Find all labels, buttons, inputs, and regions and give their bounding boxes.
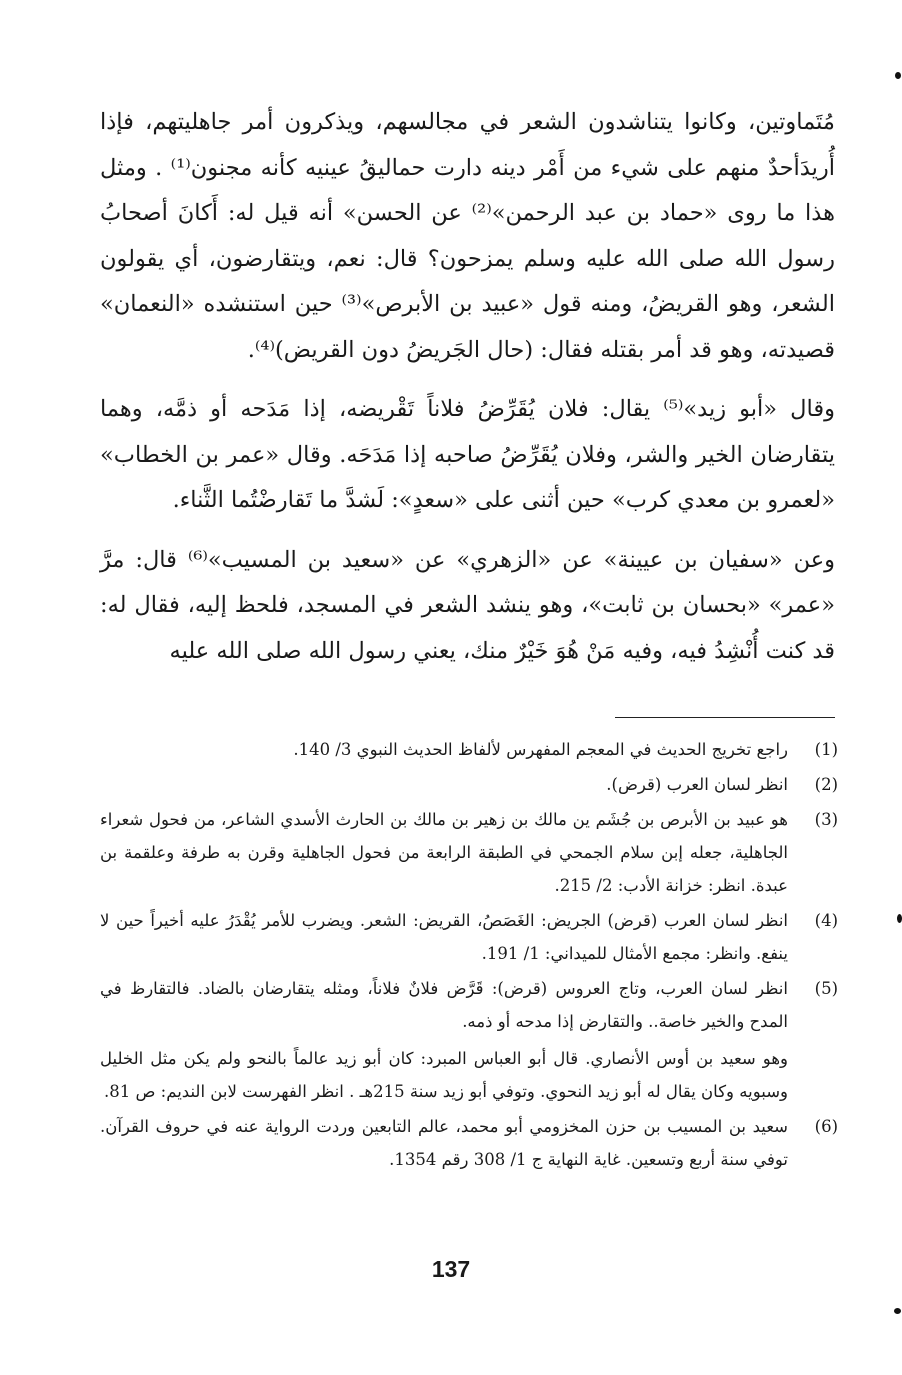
scan-speck bbox=[897, 914, 902, 923]
footnote-number: (6) bbox=[814, 1117, 838, 1136]
footnote-4 bbox=[100, 904, 838, 970]
paragraph-2: وقال «أبو زيد»⁽⁵⁾ يقال: فلان يُقَرِّضُ فلاناً تَقْريضه، إذا مَدَحه أو ذمَّه، وهما يتقارضان الخير والشر، وفلان يُقَرِّضُ صاحبه إذا مَدَحَه. وقال «عمر بن الخطاب» «لعمرو بن معدي كرب» حين أثنى على «سعدٍ»: لَشدَّ ما تَقارضْتُما الثَّناء. bbox=[100, 396, 835, 513]
footnote-text: راجع تخريج الحديث في المعجم المفهرس لألفاظ الحديث النبوي 3/ 140. bbox=[293, 740, 788, 759]
footnote-text-continued: وهو سعيد بن أوس الأنصاري. قال أبو العباس المبرد: كان أبو زيد عالماً بالنحو ولم يكن مثل الخليل وسبويه وكان يقال له أبو زيد النحوي. وتوفي أبو زيد سنة 215هـ . انظر الفهرست لابن النديم: ص 81. bbox=[100, 1049, 788, 1101]
main-text bbox=[100, 100, 835, 674]
footnote-1 bbox=[100, 733, 838, 766]
footnote-text: سعيد بن المسيب بن حزن المخزومي أبو محمد، عالم التابعين وردت الرواية عنه في حروف القرآن. توفي سنة أربع وتسعين. غاية النهاية ج 1/ 308 رقم 1354. bbox=[100, 1117, 788, 1169]
footnote-text: انظر لسان العرب، وتاج العروس (قرض): قَرَّض فلانٌ فلاناً، ومثله يتقارضان بالضاد. فالتقارظ في المدح والخير خاصة.. والتقارض إذا مدحه أو ذمه. bbox=[100, 979, 788, 1031]
footnote-3 bbox=[100, 803, 838, 902]
footnote-number: (5) bbox=[814, 979, 838, 998]
scan-speck bbox=[894, 1308, 901, 1314]
scan-speck bbox=[895, 72, 901, 79]
footnotes bbox=[100, 733, 838, 1178]
footnote-2 bbox=[100, 768, 838, 801]
footnote-number: (2) bbox=[814, 775, 838, 794]
footnote-text: انظر لسان العرب (قرض). bbox=[606, 775, 788, 794]
footnote-text: انظر لسان العرب (قرض) الجريض: الغَصَصُ، القريض: الشعر. ويضرب للأمر يُقْدَرُ عليه أخيراً حين لا ينفع. وانظر: مجمع الأمثال للميداني: 1/ 191. bbox=[100, 911, 788, 963]
footnote-6 bbox=[100, 1110, 838, 1176]
footnote-text: هو عبيد بن الأبرص بن جُشَم ين مالك بن زهير بن مالك بن الحارث الأسدي الشاعر، من فحول شعراء الجاهلية، جعله إبن سلام الجمحي في الطبقة الرابعة من فحول الجاهلية وقرن به طرفة وعلقمة بن عبدة. انظر: خزانة الأدب: 2/ 215. bbox=[100, 810, 788, 895]
paragraph-1: مُتَماوتين، وكانوا يتناشدون الشعر في مجالسهم، ويذكرون أمر جاهليتهم، فإذا أُريدَأحدٌ منهم على شيء من أَمْر دينه دارت حماليقُ عينيه كأنه مجنون⁽¹⁾ . ومثل هذا ما روى «حماد بن عبد الرحمن»⁽²⁾ عن الحسن» أنه قيل له: أَكانَ أصحابُ رسول الله صلى الله عليه وسلم يمزحون؟ قال: نعم، ويتقارضون، أي يقولون الشعر، وهو القريضُ، ومنه قول «عبيد بن الأبرص»⁽³⁾ حين استنشده «النعمان» قصيدته، وهو قد أمر بقتله فقال: (حال الجَريضُ دون القريض)⁽⁴⁾. bbox=[100, 109, 835, 363]
footnote-number: (3) bbox=[814, 810, 838, 829]
page-number: 137 bbox=[431, 1256, 471, 1282]
footnote-number: (1) bbox=[814, 740, 838, 759]
footnote-separator bbox=[615, 717, 835, 718]
footnote-number: (4) bbox=[814, 911, 838, 930]
paragraph-3: وعن «سفيان بن عيينة» عن «الزهري» عن «سعيد بن المسيب»⁽⁶⁾ قال: مرَّ «عمر» «بحسان بن ثابت»، وهو ينشد الشعر في المسجد، فلحظ إليه، فقال له: قد كنت أُنْشِدُ فيه، وفيه مَنْ هُوَ خَيْرٌ منك، يعني رسول الله صلى الله عليه bbox=[100, 546, 835, 664]
footnote-5 bbox=[100, 972, 838, 1108]
